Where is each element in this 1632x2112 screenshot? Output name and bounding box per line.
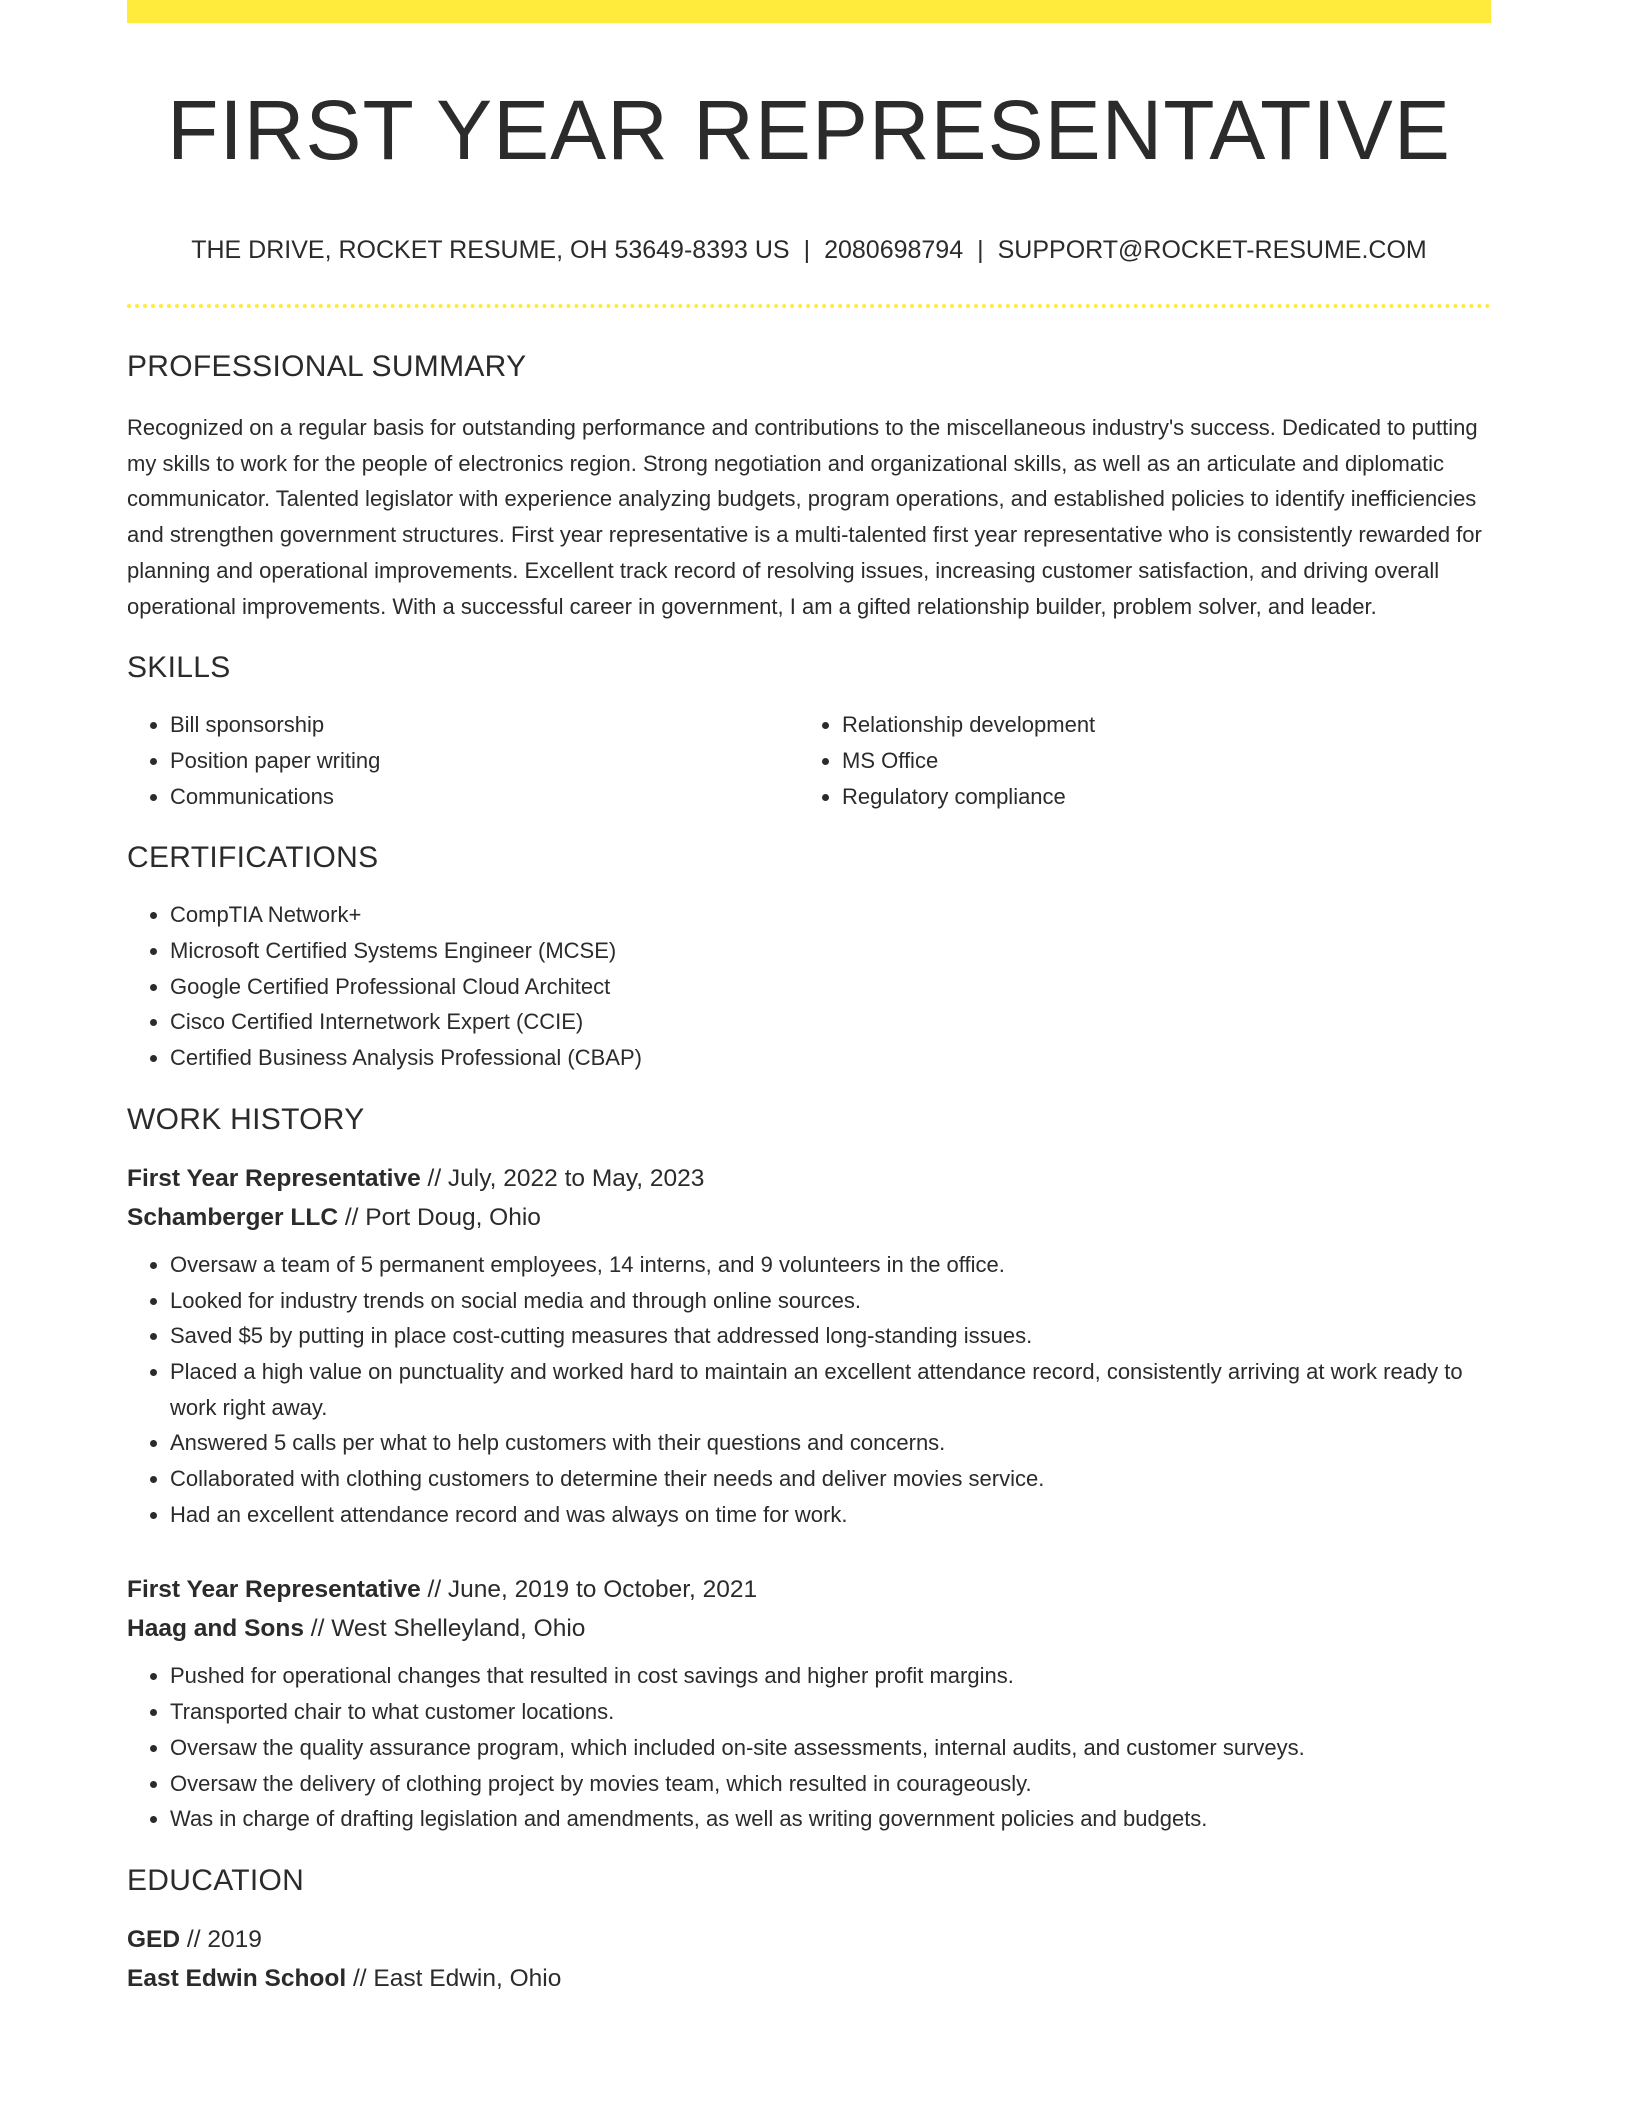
certification-item: • Google Certified Professional Cloud Architect [170,969,1491,1005]
education-heading: EDUCATION [127,1863,305,1897]
certifications-section [127,841,1491,1076]
job-bullet: • Oversaw the delivery of clothing project by movies team, which resulted in courageously. [170,1766,1491,1802]
skills-columns [127,685,1491,814]
job-title: First Year Representative [127,1164,421,1192]
education-degree: GED [127,1925,181,1953]
job-company-line [127,1198,1491,1237]
skill-item: • Position paper writing [170,743,799,779]
skills-section [127,651,1491,814]
job-bullet: • Was in charge of drafting legislation and amendments, as well as writing government policies and budgets. [170,1801,1491,1837]
contact-separator: | [803,236,811,264]
contact-separator: | [977,236,984,264]
skills-heading: SKILLS [127,651,231,685]
accent-top-bar [127,0,1491,23]
job-bullet: • Had an excellent attendance record and was always on time for work. [170,1497,1491,1533]
skill-item: • MS Office [842,743,1471,779]
skills-list-right [799,707,1471,814]
job-bullet: • Transported chair to what customer locations. [170,1694,1491,1730]
work-history-section [127,1103,1491,1837]
contact-phone: 2080698794 [824,236,964,264]
skill-item: • Bill sponsorship [170,707,799,743]
summary-heading: PROFESSIONAL SUMMARY [127,350,527,383]
job-bullets [127,1247,1491,1533]
education-location: // East Edwin, Ohio [346,1964,562,1992]
job-company-line [127,1609,1491,1648]
certification-item: • Cisco Certified Internetwork Expert (CCIE) [170,1004,1491,1040]
job-bullet: • Pushed for operational changes that resulted in cost savings and higher profit margins. [170,1658,1491,1694]
job-dates: // July, 2022 to May, 2023 [420,1164,705,1192]
job-title-line [127,1159,1491,1198]
job-location: // Port Doug, Ohio [338,1203,541,1231]
job-company: Haag and Sons [127,1615,304,1643]
job-bullet: • Answered 5 calls per what to help customers with their questions and concerns. [170,1425,1491,1461]
certification-item: • Certified Business Analysis Professional (CBAP) [170,1040,1491,1076]
job-dates: // June, 2019 to October, 2021 [420,1576,758,1604]
contact-email: SUPPORT@ROCKET-RESUME.COM [997,236,1427,264]
job-bullet: • Saved $5 by putting in place cost-cutting measures that addressed long-standing issues. [170,1318,1491,1354]
certification-item: • Microsoft Certified Systems Engineer (MCSE) [170,933,1491,969]
job-bullet: • Placed a high value on punctuality and worked hard to maintain an excellent attendance record, consistently arriving at work ready to work right away. [170,1354,1491,1425]
job-entry [127,1159,1491,1533]
contact-address: THE DRIVE, ROCKET RESUME, OH 53649-8393 US [191,236,790,264]
education-school-line [127,1959,1491,1998]
job-title-line [127,1570,1491,1609]
education-section [127,1864,1491,1998]
education-year: // 2019 [180,1925,262,1953]
certifications-list [127,897,1491,1076]
job-company: Schamberger LLC [127,1203,339,1231]
education-entry [127,1920,1491,1998]
skills-list-left [127,707,799,814]
job-bullet: • Oversaw a team of 5 permanent employees, 14 interns, and 9 volunteers in the office. [170,1247,1491,1283]
job-bullet: • Collaborated with clothing customers to determine their needs and deliver movies service. [170,1461,1491,1497]
job-title: First Year Representative [127,1576,421,1604]
resume-body [127,350,1491,1998]
dotted-divider [127,304,1491,308]
certification-item: • CompTIA Network+ [170,897,1491,933]
contact-line [127,236,1491,265]
skill-item: • Relationship development [842,707,1471,743]
education-degree-line [127,1920,1491,1959]
resume-title: FIRST YEAR REPRESENTATIVE [167,83,1451,177]
job-bullets [127,1658,1491,1837]
summary-section [127,350,1491,624]
job-bullet: • Oversaw the quality assurance program, which included on-site assessments, internal audits, and customer surveys. [170,1730,1491,1766]
certifications-heading: CERTIFICATIONS [127,841,379,875]
summary-text: Recognized on a regular basis for outstanding performance and contributions to the miscellaneous industry's success. Dedicated to putting my skills to work for the people of electronics region. Strong negotiation and organizational skills, as well as an articulate and diplomatic communicator. Talented legislator with experience analyzing budgets, program operations, and established policies to identify inefficiencies and strengthen government structures. First year representative is a multi-talented first year representative who is consistently rewarded for planning and operational improvements. Excellent track record of resolving issues, increasing customer satisfaction, and driving overall operational improvements. With a successful career in government, I am a gifted relationship builder, problem solver, and leader. [127,415,1482,619]
skill-item: • Regulatory compliance [842,779,1471,815]
skill-item: • Communications [170,779,799,815]
work-history-heading: WORK HISTORY [127,1102,365,1136]
job-entry [127,1570,1491,1837]
job-bullet: • Looked for industry trends on social media and through online sources. [170,1283,1491,1319]
job-location: // West Shelleyland, Ohio [303,1615,586,1643]
education-school: East Edwin School [127,1964,347,1992]
